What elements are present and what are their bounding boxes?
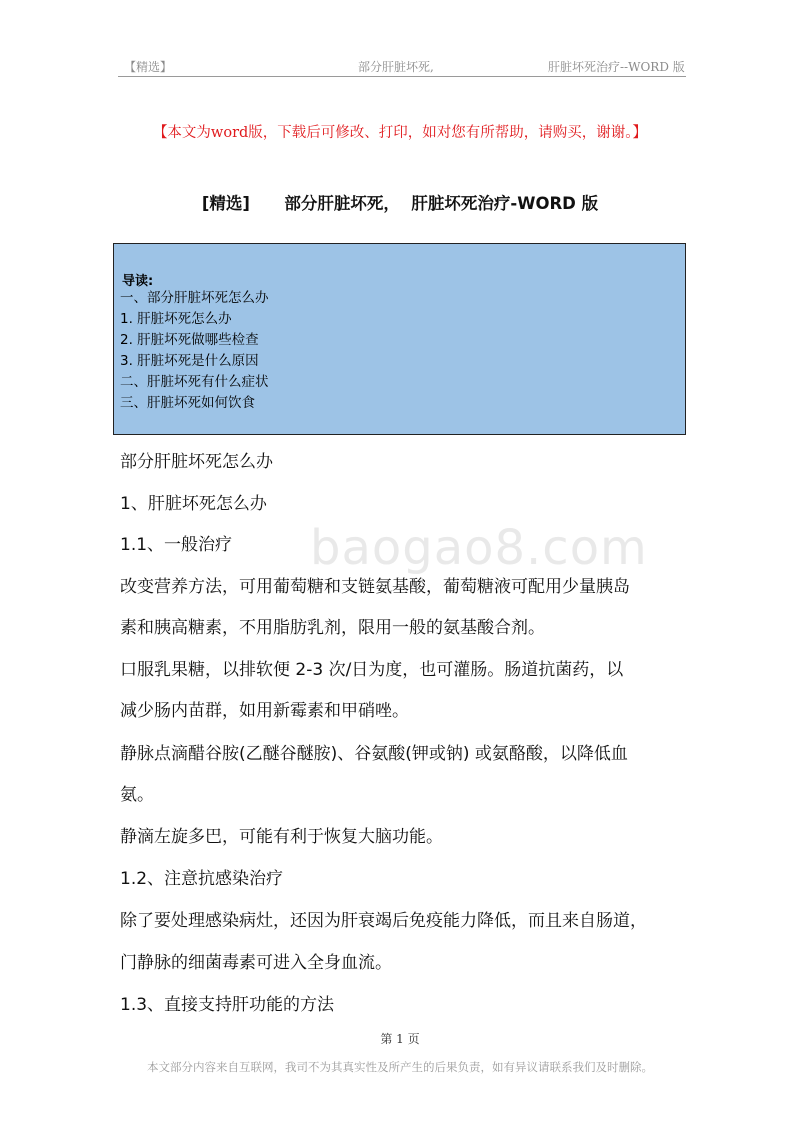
header-right-title: 肝脏坏死治疗--WORD 版 [548,60,685,74]
toc-item: 二、肝脏坏死有什么症状 [120,374,269,390]
section-heading: 部分肝脏坏死怎么办 [120,452,273,472]
purchase-notice: 【本文为word版，下载后可修改、打印，如对您有所帮助，请购买，谢谢。】 [152,125,648,141]
toc-list [120,288,269,414]
subsection-heading: 1.3、直接支持肝功能的方法 [120,995,335,1015]
paragraph-line: 素和胰高糖素，不用脂肪乳剂，限用一般的氨基酸合剂。 [120,618,545,638]
section-heading: 1、肝脏坏死怎么办 [120,494,267,514]
paragraph-line: 静脉点滴醋谷胺(乙醚谷醚胺)、谷氨酸(钾或钠) 或氨酪酸，以降低血 [120,744,628,764]
table-of-contents [113,243,686,435]
paragraph-line: 氨。 [120,785,154,805]
toc-item: 一、部分肝脏坏死怎么办 [120,290,269,306]
paragraph-line: 门静脉的细菌毒素可进入全身血流。 [120,953,392,973]
paragraph-line: 静滴左旋多巴，可能有利于恢复大脑功能。 [120,827,443,847]
header-center-title: 部分肝脏坏死, [358,60,434,74]
toc-item: 3. 肝脏坏死是什么原因 [120,353,259,369]
subsection-heading: 1.1、一般治疗 [120,535,233,555]
footer-disclaimer: 本文部分内容来自互联网，我司不为其真实性及所产生的后果负责，如有异议请联系我们及时删除。 [147,1060,653,1074]
paragraph-line: 除了要处理感染病灶，还因为肝衰竭后免疫能力降低，而且来自肠道， [120,911,647,931]
subsection-heading: 1.2、注意抗感染治疗 [120,869,284,889]
toc-item: 三、肝脏坏死如何饮食 [120,395,255,411]
toc-item: 1. 肝脏坏死怎么办 [120,311,232,327]
header-rule [118,76,686,77]
page-number: 第 1 页 [380,1032,420,1046]
paragraph-line: 口服乳果糖，以排软便 2-3 次/日为度，也可灌肠。肠道抗菌药，以 [120,660,624,680]
toc-item: 2. 肝脏坏死做哪些检查 [120,332,259,348]
paragraph-line: 减少肠内苗群，如用新霉素和甲硝唑。 [120,701,409,721]
header-left-tag: 【精选】 [124,60,173,74]
paragraph-line: 改变营养方法，可用葡萄糖和支链氨基酸，葡萄糖液可配用少量胰岛 [120,577,630,597]
toc-heading: 导读: [122,274,154,289]
document-title: [精选] 部分肝脏坏死， 肝脏坏死治疗-WORD 版 [201,194,599,213]
watermark: baogao8.com [310,520,648,576]
